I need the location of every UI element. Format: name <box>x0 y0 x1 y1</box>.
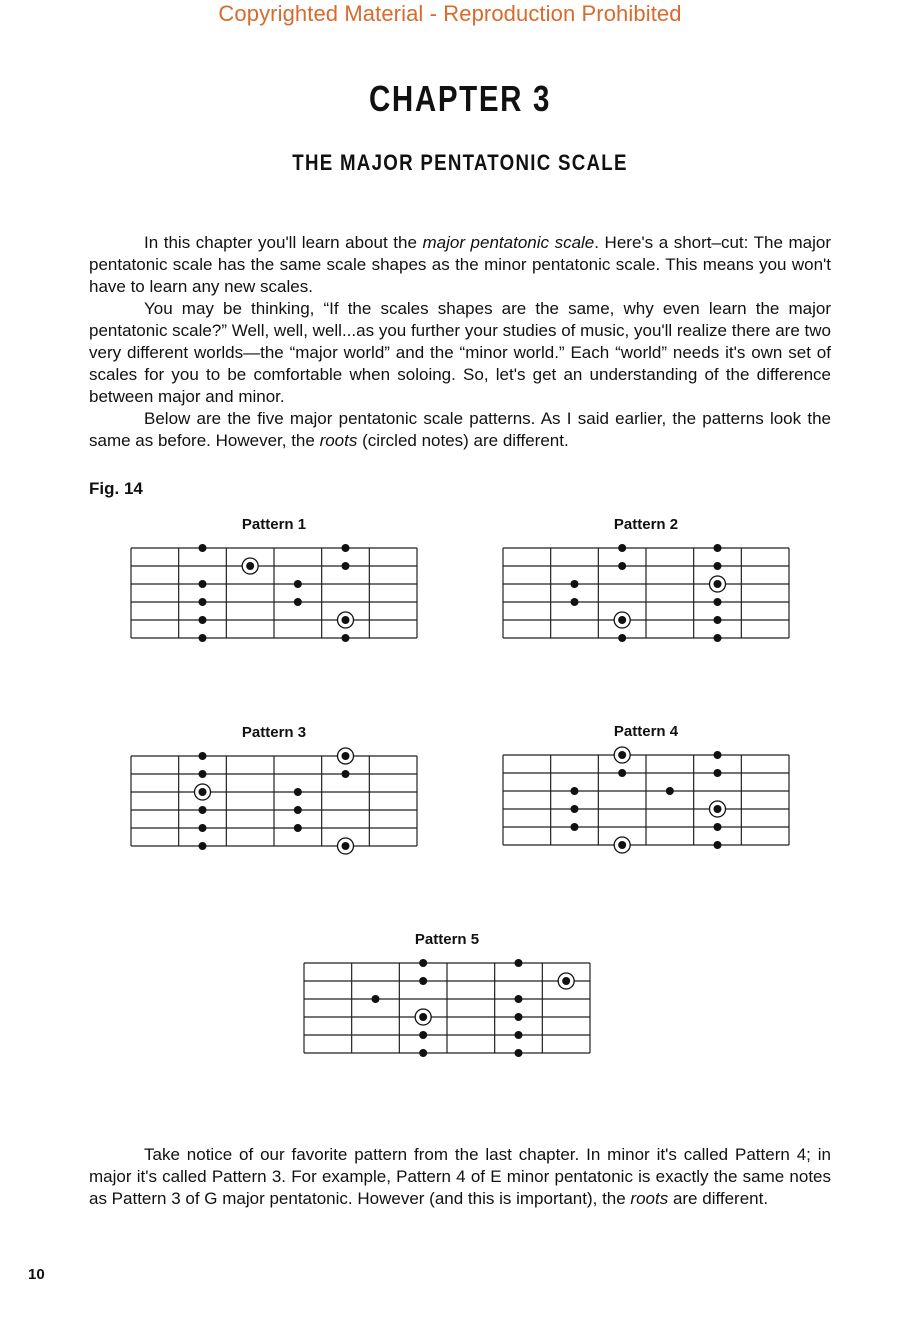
pattern-1-diagram <box>131 548 417 638</box>
root-note-dot <box>419 1013 427 1021</box>
note-dot <box>618 544 626 552</box>
note-dot <box>618 634 626 642</box>
note-dot <box>515 1049 523 1057</box>
note-dot <box>714 841 722 849</box>
pattern-5-diagram <box>304 963 590 1053</box>
figure-label: Fig. 14 <box>89 479 143 498</box>
note-dot <box>666 787 674 795</box>
root-note-dot <box>562 977 570 985</box>
note-dot <box>199 598 207 606</box>
intro-paragraph-3: Below are the five major pentatonic scale patterns. As I said earlier, the patterns look the same as before. However, the roots (circled notes) are different. <box>89 409 831 450</box>
intro-text <box>89 232 831 452</box>
root-note-dot <box>199 788 207 796</box>
root-note-dot <box>342 616 350 624</box>
note-dot <box>714 751 722 759</box>
note-dot <box>571 805 579 813</box>
root-note-dot <box>714 805 722 813</box>
note-dot <box>714 544 722 552</box>
note-dot <box>618 769 626 777</box>
note-dot <box>199 806 207 814</box>
outro-paragraph-1: Take notice of our favorite pattern from the last chapter. In minor it's called Pattern 4; in major it's called Pattern 3. For example, Pattern 4 of E minor pentatonic is exactly the same notes as Pattern 3 of G major pentatonic. However (and this is important), the roots are different. <box>89 1145 831 1208</box>
note-dot <box>515 1031 523 1039</box>
note-dot <box>294 824 302 832</box>
outro-text <box>89 1144 831 1210</box>
note-dot <box>419 1049 427 1057</box>
note-dot <box>199 544 207 552</box>
intro-paragraph-2: You may be thinking, “If the scales shapes are the same, why even learn the major pentatonic scale?” Well, well, well...as you further your studies of music, you'll realize there are two very different worlds—the “major world” and the “minor world.” Each “world” needs it's own set of scales for you to be comfortable when soloing. So, let's get an understanding of the difference between major and minor. <box>89 299 831 406</box>
root-note-dot <box>618 616 626 624</box>
root-note-dot <box>342 842 350 850</box>
note-dot <box>372 995 380 1003</box>
note-dot <box>342 770 350 778</box>
note-dot <box>342 562 350 570</box>
note-dot <box>571 787 579 795</box>
note-dot <box>714 616 722 624</box>
note-dot <box>714 823 722 831</box>
root-note-dot <box>618 751 626 759</box>
note-dot <box>714 598 722 606</box>
pattern-4-diagram <box>503 755 789 845</box>
note-dot <box>199 752 207 760</box>
intro-paragraph-1: In this chapter you'll learn about the major pentatonic scale. Here's a short–cut: The major pentatonic scale has the same scale shapes as the minor pentatonic scale. This means you won't have to learn any new scales. <box>89 233 832 296</box>
note-dot <box>419 1031 427 1039</box>
note-dot <box>714 769 722 777</box>
copyright-watermark: Copyrighted Material - Reproduction Prohibited <box>218 1 682 26</box>
note-dot <box>294 580 302 588</box>
note-dot <box>199 842 207 850</box>
pattern-1-title: Pattern 1 <box>241 516 307 533</box>
root-note-dot <box>342 752 350 760</box>
note-dot <box>199 634 207 642</box>
note-dot <box>714 562 722 570</box>
note-dot <box>515 995 523 1003</box>
note-dot <box>294 806 302 814</box>
pattern-3-diagram <box>131 756 417 846</box>
note-dot <box>571 598 579 606</box>
note-dot <box>571 580 579 588</box>
root-note-dot <box>618 841 626 849</box>
note-dot <box>342 544 350 552</box>
pattern-2-title: Pattern 2 <box>613 516 679 533</box>
note-dot <box>199 580 207 588</box>
root-note-dot <box>714 580 722 588</box>
pattern-4-title: Pattern 4 <box>613 723 679 740</box>
note-dot <box>515 1013 523 1021</box>
pattern-5-title: Pattern 5 <box>414 931 480 948</box>
pattern-3-title: Pattern 3 <box>241 724 307 741</box>
note-dot <box>342 634 350 642</box>
chapter-title: CHAPTER 3 <box>368 78 552 119</box>
root-note-dot <box>246 562 254 570</box>
note-dot <box>618 562 626 570</box>
note-dot <box>294 788 302 796</box>
note-dot <box>199 824 207 832</box>
note-dot <box>419 959 427 967</box>
note-dot <box>199 616 207 624</box>
note-dot <box>199 770 207 778</box>
note-dot <box>419 977 427 985</box>
note-dot <box>294 598 302 606</box>
note-dot <box>714 634 722 642</box>
chapter-subtitle: THE MAJOR PENTATONIC SCALE <box>292 150 628 175</box>
pattern-2-diagram <box>503 548 789 638</box>
page-number: 10 <box>28 1266 45 1283</box>
note-dot <box>515 959 523 967</box>
note-dot <box>571 823 579 831</box>
